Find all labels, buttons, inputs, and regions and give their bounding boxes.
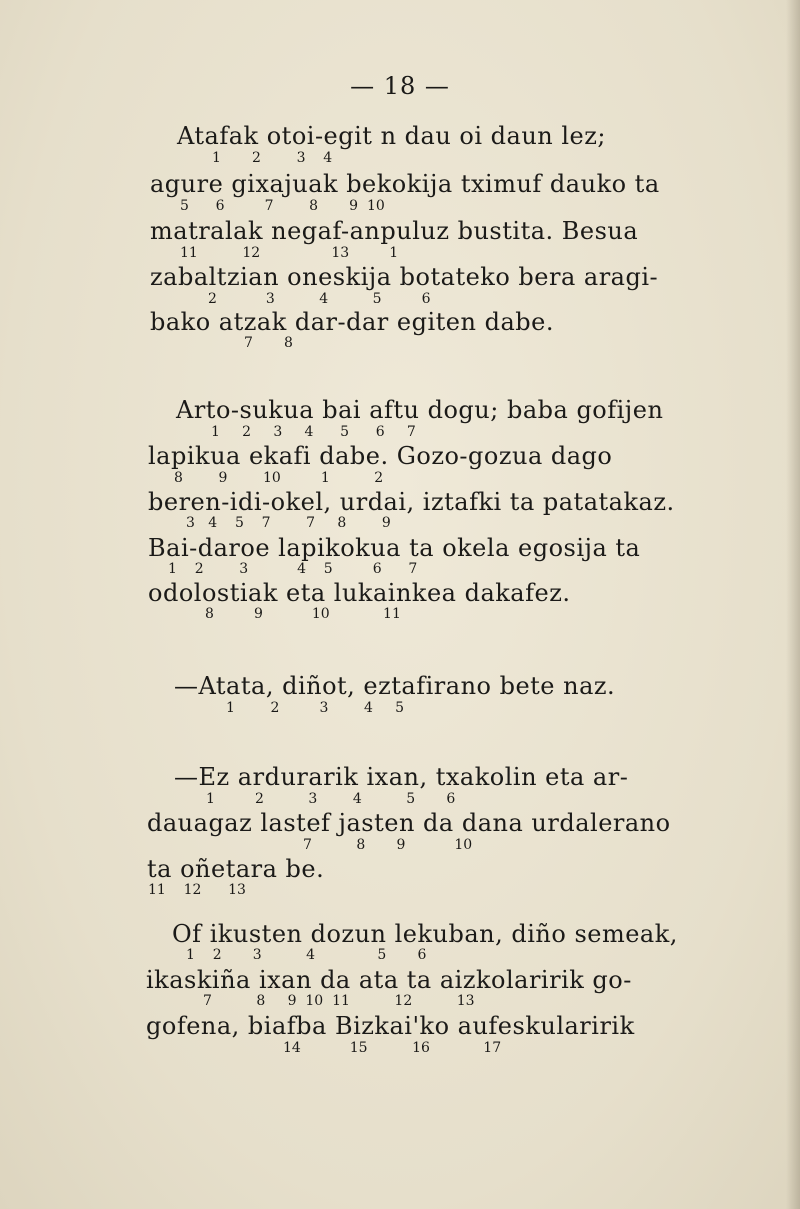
line-numbers: 11 12 13 1 bbox=[180, 245, 399, 261]
text-line: odolostiak eta lukainkea dakafez. bbox=[148, 579, 571, 607]
line-numbers: 7 8 bbox=[244, 335, 293, 351]
line-numbers: 14 15 16 17 bbox=[283, 1040, 502, 1056]
line-numbers: 1 2 3 4 5 6 7 bbox=[211, 424, 416, 440]
line-numbers: 1 2 3 4 bbox=[212, 150, 333, 166]
text-line: Arto-sukua bai aftu dogu; baba gofijen bbox=[176, 396, 664, 424]
text-line: matralak negaf-anpuluz bustita. Besua bbox=[150, 217, 639, 245]
text-line: Bai-daroe lapikokua ta okela egosija ta bbox=[148, 534, 641, 562]
text-line: —Ez ardurarik ixan, txakolin eta ar- bbox=[174, 763, 629, 791]
text-line: agure gixajuak bekokija tximuf dauko ta bbox=[150, 170, 660, 198]
text-line: ta oñetara be. bbox=[147, 855, 325, 883]
text-line: —Atata, diñot, eztafirano bete naz. bbox=[174, 672, 616, 700]
text-line: lapikua ekafi dabe. Gozo-gozua dago bbox=[148, 442, 613, 470]
line-numbers: 3 4 5 7 7 8 9 bbox=[186, 515, 391, 531]
line-numbers: 11 12 13 bbox=[148, 882, 246, 898]
text-line: zabaltzian oneskija botateko bera aragi- bbox=[150, 263, 659, 291]
page-edge-shadow bbox=[786, 0, 800, 1209]
text-line: gofena, biafba Bizkai'ko aufeskularirik bbox=[146, 1012, 635, 1040]
text-line: ikaskiña ixan da ata ta aizkolaririk go- bbox=[146, 966, 632, 994]
text-line: beren-idi-okel, urdai, iztafki ta patatakaz. bbox=[148, 488, 675, 516]
line-numbers: 8 9 10 1 2 bbox=[174, 470, 384, 486]
line-numbers: 7 8 9 10 11 12 13 bbox=[203, 993, 475, 1009]
text-line: Of ikusten dozun lekuban, diño semeak, bbox=[172, 920, 678, 948]
line-numbers: 1 2 3 4 5 6 7 bbox=[168, 561, 418, 577]
line-numbers: 1 2 3 4 5 6 bbox=[206, 791, 456, 807]
text-line: dauagaz lastef jasten da dana urdalerano bbox=[147, 809, 671, 837]
line-numbers: 8 9 10 11 bbox=[205, 606, 401, 622]
page-number: — 18 — bbox=[350, 72, 450, 100]
line-numbers: 7 8 9 10 bbox=[303, 837, 473, 853]
text-line: bako atzak dar-dar egiten dabe. bbox=[150, 308, 554, 336]
line-numbers: 1 2 3 4 5 bbox=[226, 700, 405, 716]
line-numbers: 2 3 4 5 6 bbox=[208, 291, 431, 307]
text-line: Atafak otoi-egit n dau oi daun lez; bbox=[177, 122, 606, 150]
line-numbers: 1 2 3 4 5 6 bbox=[186, 947, 427, 963]
line-numbers: 5 6 7 8 9 10 bbox=[180, 198, 385, 214]
